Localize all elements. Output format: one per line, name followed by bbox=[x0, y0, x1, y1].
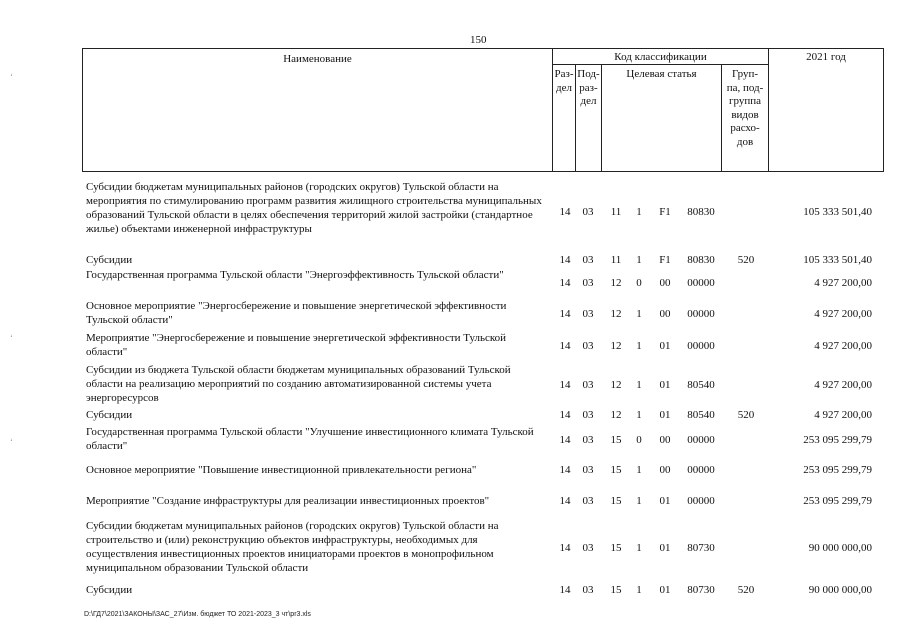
row-amount: 105 333 501,40 bbox=[803, 206, 872, 218]
row-amount: 90 000 000,00 bbox=[808, 542, 872, 554]
row-vr: 520 bbox=[737, 254, 755, 266]
row-target-subprogram: 0 bbox=[636, 277, 642, 289]
row-amount: 253 095 299,79 bbox=[803, 495, 872, 507]
row-target-subprogram: 0 bbox=[636, 434, 642, 446]
row-target-event: 01 bbox=[659, 340, 671, 352]
row-podrazdel: 03 bbox=[582, 495, 594, 507]
row-target-event: 01 bbox=[659, 495, 671, 507]
row-vr: 520 bbox=[737, 409, 755, 421]
row-target-program: 15 bbox=[610, 434, 622, 446]
header-target-cell: Целевая статья bbox=[601, 64, 722, 172]
row-target-direction: 80730 bbox=[687, 542, 715, 554]
scan-mark: ‘ bbox=[10, 437, 13, 447]
row-target-event: 00 bbox=[659, 277, 671, 289]
row-razdel: 14 bbox=[559, 409, 571, 421]
header-razdel-cell bbox=[552, 64, 576, 172]
row-name: Субсидии из бюджета Тульской области бюджетам муниципальных образований Тульской области на реализацию мероприятий по созданию автоматизированной системы учета энергоресурсов bbox=[86, 364, 511, 404]
row-razdel: 14 bbox=[559, 379, 571, 391]
row-razdel: 14 bbox=[559, 584, 571, 596]
row-name: Государственная программа Тульской области "Энергоэффективность Тульской области" bbox=[86, 269, 504, 281]
row-podrazdel: 03 bbox=[582, 464, 594, 476]
row-target-program: 15 bbox=[610, 542, 622, 554]
header-podrazdel-line: Под- bbox=[577, 68, 600, 80]
row-amount: 4 927 200,00 bbox=[814, 308, 872, 320]
row-target-program: 12 bbox=[610, 340, 622, 352]
row-target-event: 00 bbox=[659, 464, 671, 476]
row-target-subprogram: 1 bbox=[636, 254, 642, 266]
row-podrazdel: 03 bbox=[582, 340, 594, 352]
row-razdel: 14 bbox=[559, 308, 571, 320]
header-code-cell: Код классификации bbox=[552, 48, 769, 65]
header-vr-line: расхо- bbox=[730, 122, 760, 134]
row-podrazdel: 03 bbox=[582, 206, 594, 218]
row-target-program: 12 bbox=[610, 277, 622, 289]
row-target-event: F1 bbox=[659, 206, 671, 218]
header-name-cell: Наименование bbox=[82, 48, 553, 172]
row-target-direction: 00000 bbox=[687, 495, 715, 507]
row-target-program: 15 bbox=[610, 584, 622, 596]
table-row bbox=[0, 494, 905, 508]
row-target-subprogram: 1 bbox=[636, 584, 642, 596]
row-target-direction: 00000 bbox=[687, 464, 715, 476]
table-row bbox=[0, 408, 905, 422]
row-target-direction: 00000 bbox=[687, 434, 715, 446]
row-target-program: 11 bbox=[610, 206, 622, 218]
row-target-program: 11 bbox=[610, 254, 622, 266]
row-target-event: 00 bbox=[659, 434, 671, 446]
table-row bbox=[0, 463, 905, 477]
row-amount: 4 927 200,00 bbox=[814, 277, 872, 289]
row-razdel: 14 bbox=[559, 464, 571, 476]
row-target-program: 12 bbox=[610, 308, 622, 320]
row-target-event: F1 bbox=[659, 254, 671, 266]
row-target-direction: 80830 bbox=[687, 254, 715, 266]
row-target-program: 12 bbox=[610, 409, 622, 421]
row-target-direction: 80730 bbox=[687, 584, 715, 596]
header-vr-line: видов bbox=[731, 108, 759, 121]
header-vr-line: Груп- bbox=[731, 68, 759, 80]
header-vr-line: дов bbox=[736, 135, 754, 148]
row-podrazdel: 03 bbox=[582, 542, 594, 554]
row-target-subprogram: 1 bbox=[636, 308, 642, 320]
header-podrazdel-cell bbox=[575, 64, 602, 172]
row-razdel: 14 bbox=[559, 254, 571, 266]
row-podrazdel: 03 bbox=[582, 584, 594, 596]
row-amount: 253 095 299,79 bbox=[803, 464, 872, 476]
header-vr-line: па, под- bbox=[726, 81, 764, 94]
row-target-subprogram: 1 bbox=[636, 206, 642, 218]
page-number: 150 bbox=[470, 34, 487, 46]
row-razdel: 14 bbox=[559, 495, 571, 507]
header-podrazdel-line: дел bbox=[580, 95, 597, 107]
row-target-subprogram: 1 bbox=[636, 464, 642, 476]
row-podrazdel: 03 bbox=[582, 254, 594, 266]
row-target-direction: 80540 bbox=[687, 409, 715, 421]
row-name: Субсидии bbox=[86, 409, 133, 421]
row-podrazdel: 03 bbox=[582, 409, 594, 421]
row-name: Основное мероприятие "Повышение инвестиционной привлекательности региона" bbox=[86, 464, 477, 476]
header-podrazdel-line: раз- bbox=[579, 81, 598, 94]
table-row bbox=[0, 180, 905, 244]
header-razdel-line: Раз- bbox=[554, 68, 574, 80]
row-name: Субсидии bbox=[86, 584, 133, 596]
row-target-subprogram: 1 bbox=[636, 495, 642, 507]
header-vr-cell bbox=[721, 64, 769, 172]
row-target-subprogram: 1 bbox=[636, 409, 642, 421]
file-path-footer: D:\ГД7\2021\ЗАКОНЫ\ЗАС_27\Изм. бюджет ТО 2021-2023_3 чт\pr3.xls bbox=[84, 611, 311, 618]
scan-mark: ‘ bbox=[10, 333, 13, 343]
row-target-event: 00 bbox=[659, 308, 671, 320]
row-podrazdel: 03 bbox=[582, 277, 594, 289]
table-row bbox=[0, 519, 905, 583]
row-razdel: 14 bbox=[559, 542, 571, 554]
row-razdel: 14 bbox=[559, 277, 571, 289]
row-target-event: 01 bbox=[659, 379, 671, 391]
row-target-direction: 00000 bbox=[687, 340, 715, 352]
row-target-subprogram: 1 bbox=[636, 379, 642, 391]
row-target-program: 15 bbox=[610, 464, 622, 476]
row-razdel: 14 bbox=[559, 206, 571, 218]
row-name: Государственная программа Тульской области "Улучшение инвестиционного климата Тульской области" bbox=[86, 426, 534, 452]
table-row bbox=[0, 425, 905, 453]
row-podrazdel: 03 bbox=[582, 308, 594, 320]
row-target-subprogram: 1 bbox=[636, 340, 642, 352]
row-name: Субсидии bbox=[86, 254, 133, 266]
row-podrazdel: 03 bbox=[582, 434, 594, 446]
row-target-direction: 80540 bbox=[687, 379, 715, 391]
row-target-event: 01 bbox=[659, 409, 671, 421]
row-name: Основное мероприятие "Энергосбережение и повышение энергетической эффективности Тульской области" bbox=[86, 300, 507, 326]
header-razdel-line: дел bbox=[556, 81, 572, 94]
row-amount: 90 000 000,00 bbox=[808, 584, 872, 596]
row-name: Мероприятие "Создание инфраструктуры для реализации инвестиционных проектов" bbox=[86, 495, 490, 507]
table-row bbox=[0, 268, 905, 296]
row-target-direction: 00000 bbox=[687, 277, 715, 289]
row-razdel: 14 bbox=[559, 434, 571, 446]
row-name: Субсидии бюджетам муниципальных районов (городских округов) Тульской области на мероприятия по стимулированию программ развития жилищного строительства муниципальных образований Тульской области в целях обеспечения территорий жилой застройки (стандартное жилье) объектами инженерной инфраструктуры bbox=[86, 181, 542, 235]
table-row bbox=[0, 583, 905, 597]
row-amount: 4 927 200,00 bbox=[814, 340, 872, 352]
row-amount: 4 927 200,00 bbox=[814, 409, 872, 421]
row-target-subprogram: 1 bbox=[636, 542, 642, 554]
row-name: Субсидии бюджетам муниципальных районов (городских округов) Тульской области на строительство и (или) реконструкцию объектов инфраструктуры, необходимых для осуществления инвестиционных проектов инициаторами проектов в монопрофильном муниципальном образовании Тульской области bbox=[86, 520, 499, 574]
row-target-direction: 80830 bbox=[687, 206, 715, 218]
row-amount: 4 927 200,00 bbox=[814, 379, 872, 391]
table-row bbox=[0, 331, 905, 359]
row-razdel: 14 bbox=[559, 340, 571, 352]
row-podrazdel: 03 bbox=[582, 379, 594, 391]
header-vr-line: группа bbox=[728, 95, 762, 107]
table-row bbox=[0, 363, 905, 405]
row-vr: 520 bbox=[737, 584, 755, 596]
row-name: Мероприятие "Энергосбережение и повышение энергетической эффективности Тульской области" bbox=[86, 332, 507, 358]
scan-mark: ‘ bbox=[10, 72, 13, 82]
row-target-event: 01 bbox=[659, 542, 671, 554]
table-row bbox=[0, 299, 905, 327]
row-target-direction: 00000 bbox=[687, 308, 715, 320]
table-row bbox=[0, 253, 905, 267]
row-target-program: 15 bbox=[610, 495, 622, 507]
row-amount: 105 333 501,40 bbox=[803, 254, 872, 266]
row-target-event: 01 bbox=[659, 584, 671, 596]
header-year-cell: 2021 год bbox=[768, 48, 884, 172]
row-amount: 253 095 299,79 bbox=[803, 434, 872, 446]
row-target-program: 12 bbox=[610, 379, 622, 391]
